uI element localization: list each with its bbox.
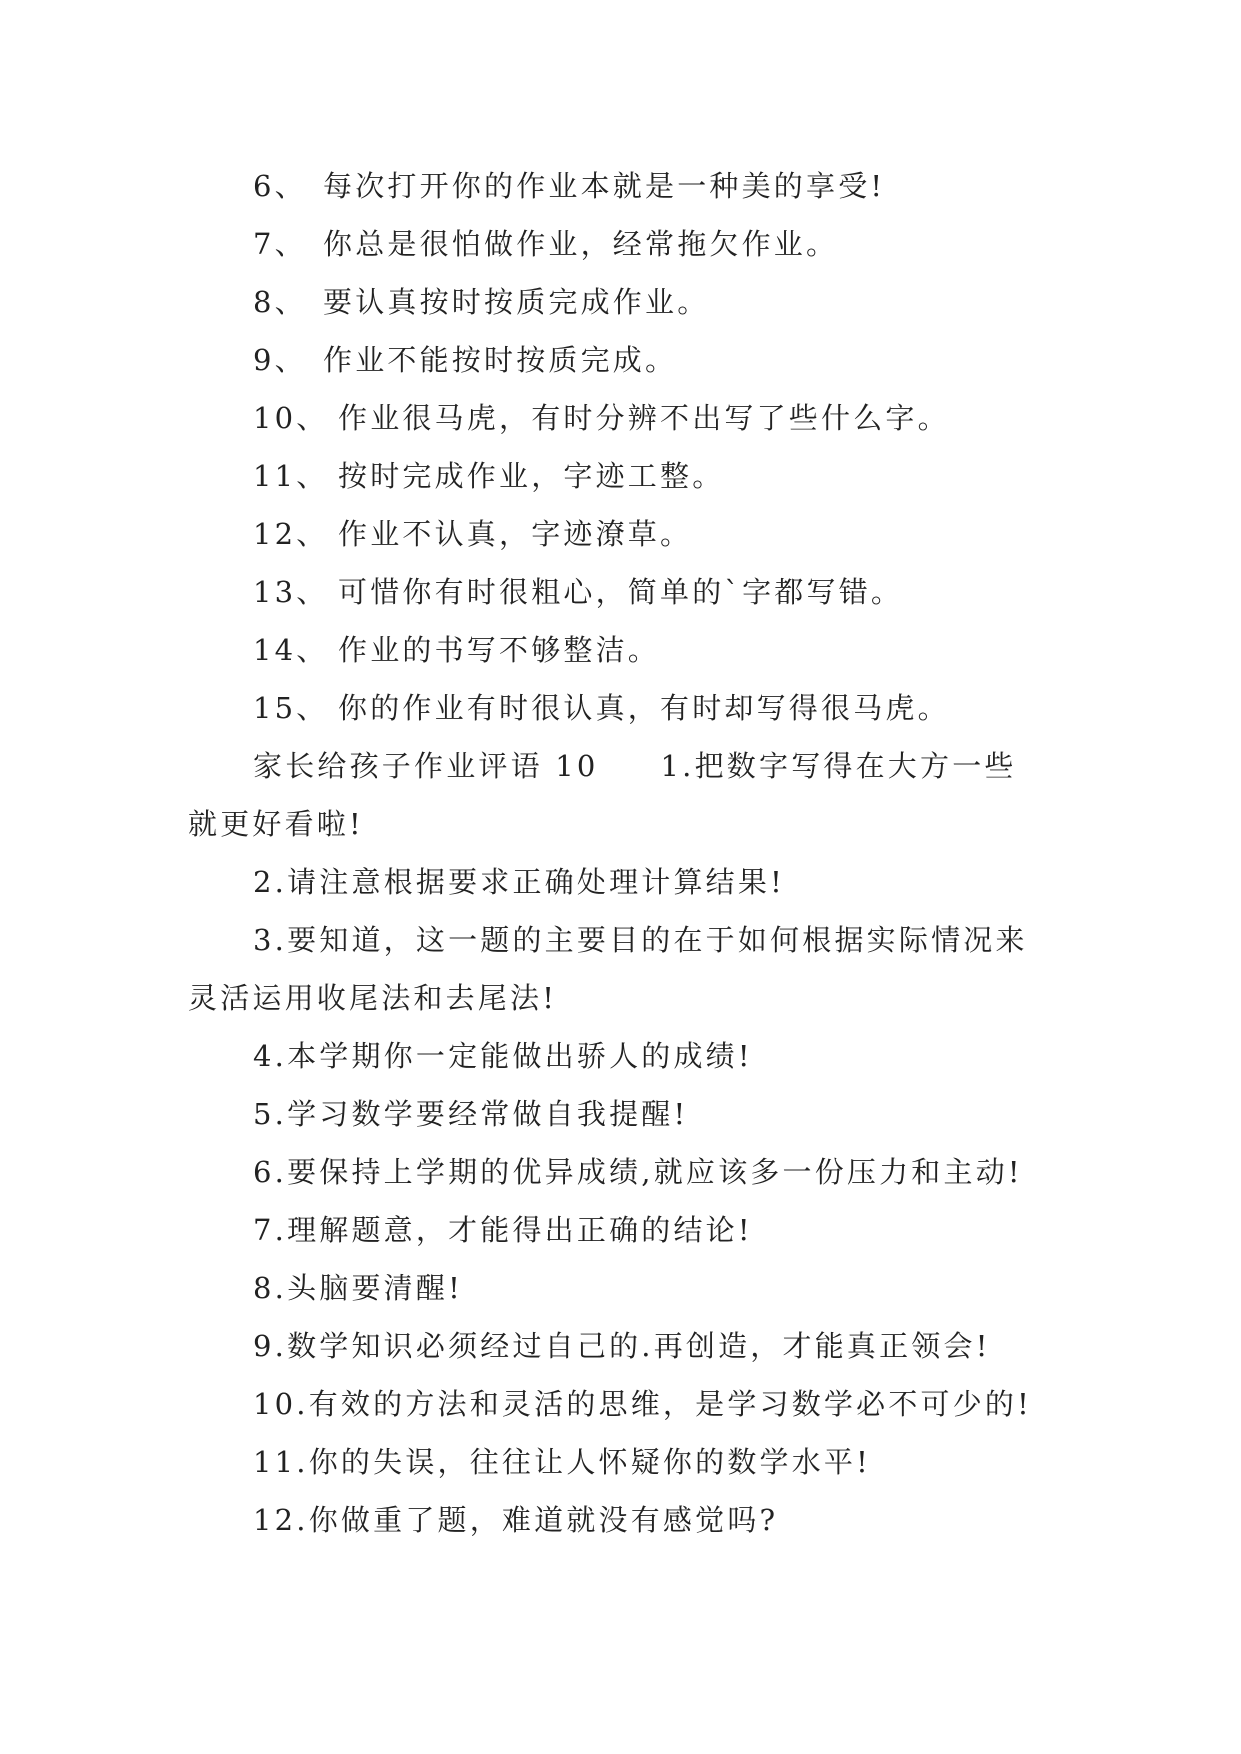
list-item <box>253 690 950 726</box>
list-item <box>253 342 677 378</box>
list-item <box>253 574 903 610</box>
item-text: 你总是很怕做作业，经常拖欠作业。 <box>323 227 839 261</box>
section-heading: 家长给孩子作业评语 10 <box>253 749 599 783</box>
item-number: 14、 <box>253 633 329 667</box>
item-text: 作业的书写不够整洁。 <box>338 633 661 667</box>
list-item <box>253 168 885 204</box>
list-item: 10.有效的方法和灵活的思维，是学习数学必不可少的! <box>253 1387 1032 1421</box>
list-item: 4.本学期你一定能做出骄人的成绩! <box>253 1039 753 1073</box>
item-number: 12、 <box>253 517 329 551</box>
list-item <box>253 400 950 436</box>
list-item <box>253 226 838 262</box>
item-text: 你的作业有时很认真，有时却写得很马虎。 <box>338 691 950 725</box>
list-item: 1.把数字写得在大方一些 <box>660 749 1017 783</box>
item-number: 7、 <box>253 227 307 261</box>
item-text: 要认真按时按质完成作业。 <box>323 285 710 319</box>
list-item: 9.数学知识必须经过自己的.再创造，才能真正领会! <box>253 1329 991 1363</box>
list-item: 7.理解题意，才能得出正确的结论! <box>253 1213 753 1247</box>
item-number: 10、 <box>253 401 329 435</box>
list-item: 5.学习数学要经常做自我提醒! <box>253 1097 689 1131</box>
list-item: 8.头脑要清醒! <box>253 1271 463 1305</box>
item-number: 8、 <box>253 285 307 319</box>
item-number: 6、 <box>253 169 307 203</box>
item-number: 9、 <box>253 343 307 377</box>
item-text: 按时完成作业，字迹工整。 <box>338 459 725 493</box>
list-item <box>253 458 724 494</box>
list-item: 6.要保持上学期的优异成绩,就应该多一份压力和主动! <box>253 1155 1023 1189</box>
item-text: 作业不能按时按质完成。 <box>323 343 678 377</box>
item-number: 11、 <box>253 459 329 493</box>
list-item-continuation: 就更好看啦! <box>188 807 364 841</box>
item-text: 作业不认真，字迹潦草。 <box>338 517 693 551</box>
item-text: 每次打开你的作业本就是一种美的享受! <box>323 169 886 203</box>
item-text: 可惜你有时很粗心，简单的`字都写错。 <box>338 575 904 609</box>
item-number: 13、 <box>253 575 329 609</box>
list-item: 11.你的失误，往往让人怀疑你的数学水平! <box>253 1445 871 1479</box>
item-text: 作业很马虎，有时分辨不出写了些什么字。 <box>338 401 950 435</box>
list-item <box>253 284 709 320</box>
list-item: 12.你做重了题，难道就没有感觉吗? <box>253 1503 779 1537</box>
list-item: 2.请注意根据要求正确处理计算结果! <box>253 865 785 899</box>
list-item: 3.要知道，这一题的主要目的在于如何根据实际情况来 <box>253 923 1028 957</box>
list-item-continuation: 灵活运用收尾法和去尾法! <box>188 981 558 1015</box>
list-item <box>253 516 692 552</box>
list-item <box>253 632 660 668</box>
section-heading-line <box>253 748 1017 784</box>
item-number: 15、 <box>253 691 329 725</box>
